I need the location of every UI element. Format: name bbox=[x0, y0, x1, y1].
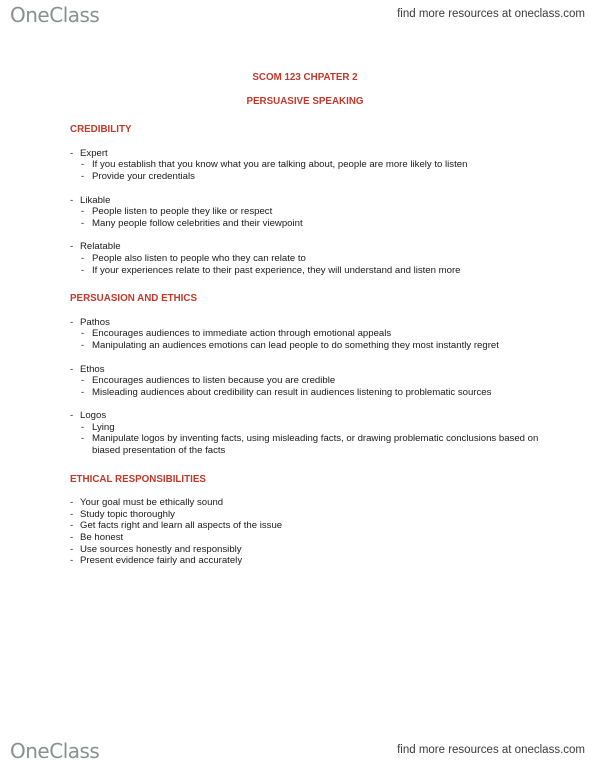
section-ethical-responsibilities bbox=[70, 474, 540, 567]
sub-item: - Misleading audiences about credibility can result in audiences listening to problematic sources bbox=[70, 387, 540, 399]
course-title: SCOM 123 CHPATER 2 bbox=[252, 72, 358, 83]
oneclass-logo bbox=[10, 5, 99, 25]
list-item: - Logos bbox=[70, 410, 540, 422]
brand-name: OneClass bbox=[10, 3, 100, 27]
list-item: - Relatable bbox=[70, 241, 540, 253]
list-item: - Expert bbox=[70, 148, 540, 160]
group-likable bbox=[70, 195, 540, 230]
list-item: - Study topic thoroughly bbox=[70, 509, 540, 521]
group-expert bbox=[70, 148, 540, 183]
list-item: - Your goal must be ethically sound bbox=[70, 497, 540, 509]
section-heading: ETHICAL RESPONSIBILITIES bbox=[70, 473, 206, 485]
responsibilities-list bbox=[70, 497, 540, 567]
list-item: - Likable bbox=[70, 195, 540, 207]
sub-item: - Manipulate logos by inventing facts, using misleading facts, or drawing problematic conclusions based on biased presentation of the facts bbox=[70, 433, 540, 456]
sub-item: - If you establish that you know what you are talking about, people are more likely to listen bbox=[70, 159, 540, 171]
group-logos bbox=[70, 410, 540, 456]
oneclass-logo-footer bbox=[10, 741, 99, 761]
list-item: - Get facts right and learn all aspects of the issue bbox=[70, 520, 540, 532]
sub-item: - Lying bbox=[70, 422, 540, 434]
section-heading: CREDIBILITY bbox=[70, 124, 132, 136]
sub-item: - Encourages audiences to immediate action through emotional appeals bbox=[70, 328, 540, 340]
list-item: - Use sources honestly and responsibly bbox=[70, 544, 540, 556]
sub-item: - Encourages audiences to listen because you are credible bbox=[70, 375, 540, 387]
brand-name: OneClass bbox=[10, 739, 100, 763]
footer-tagline[interactable]: find more resources at oneclass.com bbox=[397, 744, 585, 756]
sub-item: - Many people follow celebrities and their viewpoint bbox=[70, 218, 540, 230]
sub-item: - If your experiences relate to their past experience, they will understand and listen more bbox=[70, 265, 540, 277]
group-relatable bbox=[70, 241, 540, 276]
header-tagline[interactable]: find more resources at oneclass.com bbox=[397, 8, 585, 20]
sub-item: - Provide your credentials bbox=[70, 171, 540, 183]
section-credibility bbox=[70, 124, 540, 276]
document-body bbox=[70, 72, 540, 567]
group-pathos bbox=[70, 317, 540, 352]
sub-item: - Manipulating an audiences emotions can lead people to do something they most instantly regret bbox=[70, 340, 540, 352]
section-persuasion-ethics bbox=[70, 293, 540, 457]
sub-item: - People also listen to people who they can relate to bbox=[70, 253, 540, 265]
section-heading: PERSUASION AND ETHICS bbox=[70, 293, 198, 305]
list-item: - Be honest bbox=[70, 532, 540, 544]
doc-subtitle: PERSUASIVE SPEAKING bbox=[246, 95, 364, 107]
group-ethos bbox=[70, 364, 540, 399]
list-item: - Pathos bbox=[70, 317, 540, 329]
sub-item: - People listen to people they like or respect bbox=[70, 206, 540, 218]
list-item: - Present evidence fairly and accurately bbox=[70, 555, 540, 567]
list-item: - Ethos bbox=[70, 364, 540, 376]
